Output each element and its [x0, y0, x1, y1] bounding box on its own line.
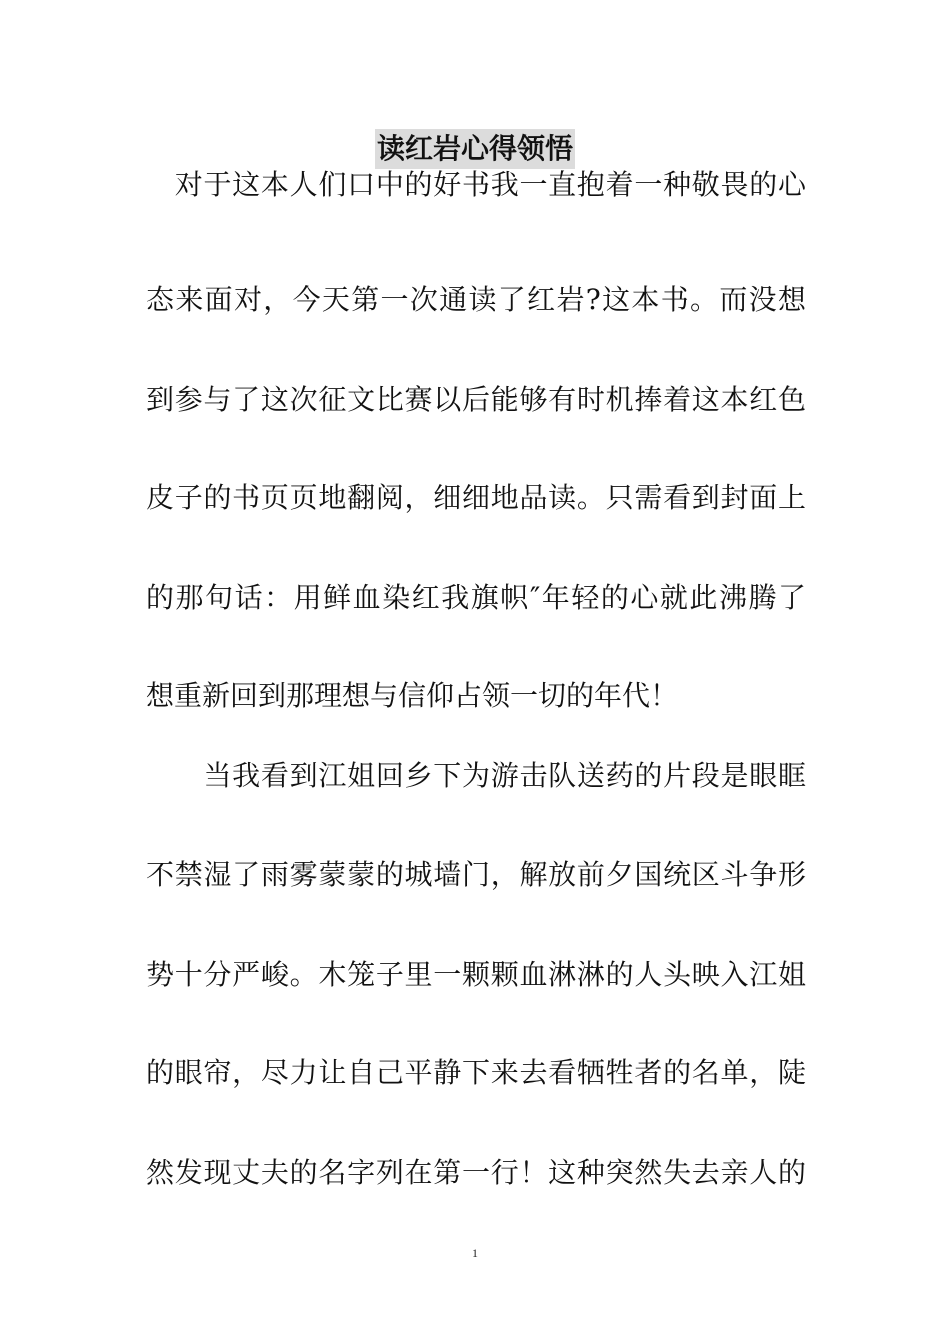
body-line: 皮子的书页页地翻阅，细细地品读。只需看到封面上 [146, 481, 806, 514]
body-line: 到参与了这次征文比赛以后能够有时机捧着这本红色 [146, 383, 806, 416]
body-line: 对于这本人们口中的好书我一直抱着一种敬畏的心 [146, 168, 806, 201]
body-line: 想重新回到那理想与信仰占领一切的年代！ [146, 679, 679, 712]
document-title-text: 读红岩心得领悟 [375, 129, 575, 169]
body-line: 不禁湿了雨雾蒙蒙的城墙门，解放前夕国统区斗争形 [146, 858, 806, 891]
document-title [0, 128, 950, 169]
body-line: 当我看到江姐回乡下为游击队送药的片段是眼眶 [146, 759, 806, 792]
body-line: 势十分严峻。木笼子里一颗颗血淋淋的人头映入江姐 [146, 958, 806, 991]
body-line: 然发现丈夫的名字列在第一行！这种突然失去亲人的 [146, 1156, 806, 1189]
body-line: 的眼帘，尽力让自己平静下来去看牺牲者的名单，陡 [146, 1056, 806, 1089]
page-number: 1 [472, 1246, 478, 1260]
body-line: 态来面对，今天第一次通读了红岩?这本书。而没想 [146, 283, 806, 316]
body-line: 的那句话：用鲜血染红我旗帜″年轻的心就此沸腾了 [146, 581, 806, 614]
